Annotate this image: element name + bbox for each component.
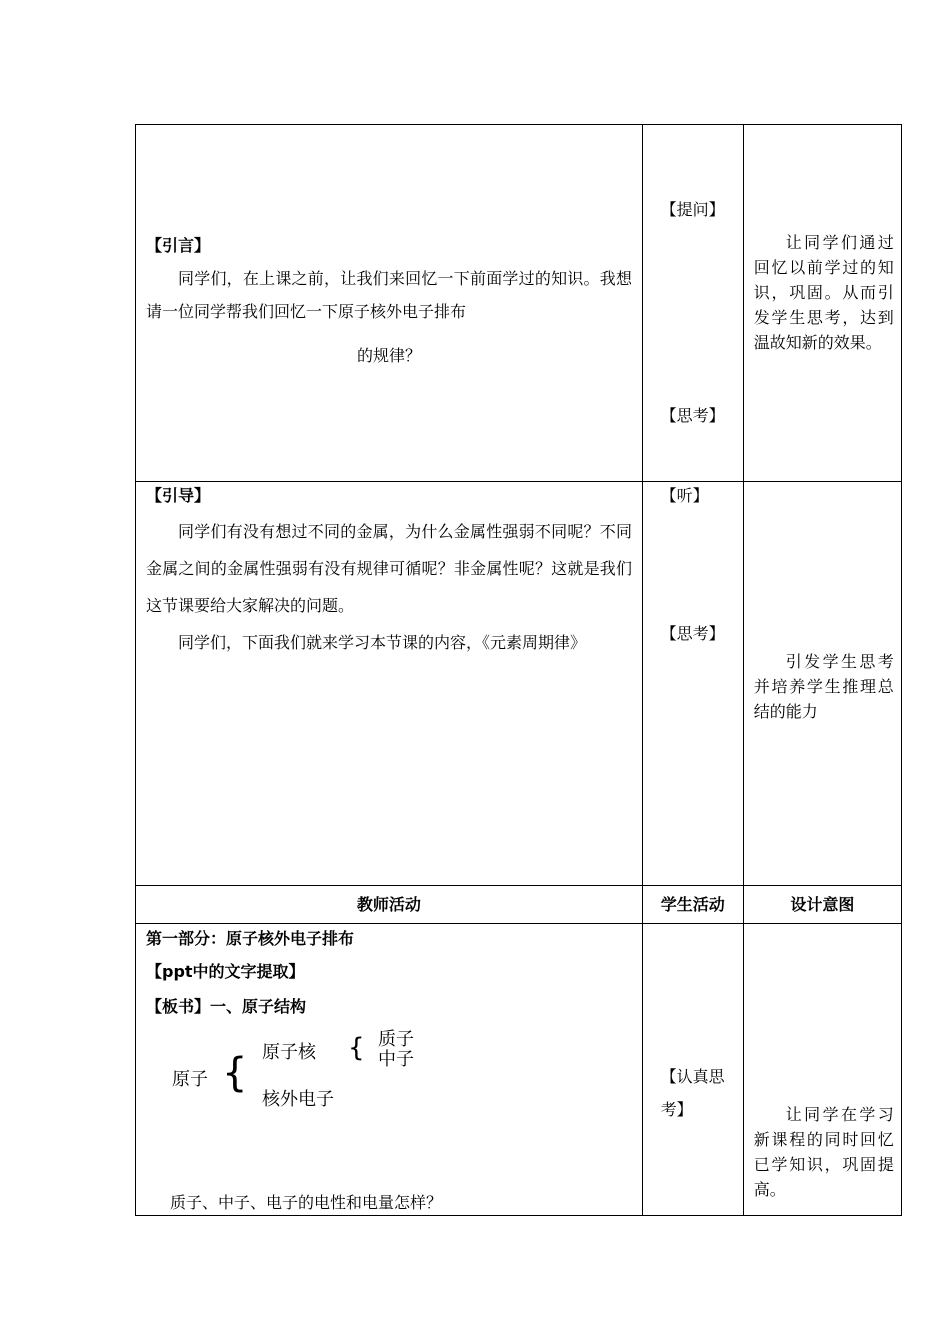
table-header-row [136, 886, 902, 924]
student-activity-cell [642, 125, 743, 482]
teacher-activity-cell [136, 125, 643, 482]
lesson-plan-table [135, 124, 902, 1216]
diagram-neutron: 中子 [378, 1049, 414, 1070]
ppt-note: 【ppt中的文字提取】 [146, 962, 305, 981]
design-intent-cell [743, 924, 901, 1216]
teacher-paragraph: 同学们，在上课之前，让我们来回忆一下前面学过的知识。我想请一位同学帮我们回忆一下原子核外电子排布 [146, 269, 632, 321]
design-intent-text: 引发学生思考并培养学生推理总结的能力 [753, 652, 894, 721]
table-row [136, 125, 902, 482]
student-activity-cell [642, 924, 743, 1216]
board-title: 一、原子结构 [210, 997, 307, 1016]
design-intent-text: 让同学们通过回忆以前学过的知识，巩固。从而引发学生思考，达到温故知新的效果。 [753, 233, 894, 352]
brace-small: { [348, 1033, 365, 1063]
diagram-nucleus: 原子核 [262, 1042, 316, 1063]
teacher-paragraph: 同学们有没有想过不同的金属，为什么金属性强弱不同呢？不同金属之间的金属性强弱有没有规律可循呢？非金属性呢？这就是我们这节课要给大家解决的问题。 [146, 522, 632, 615]
student-action: 【提问】 [660, 200, 725, 219]
question-text: 质子、中子、电子的电性和电量怎样？ [170, 1193, 443, 1212]
student-action: 【认真思考】 [660, 1067, 725, 1119]
header-teacher-activity: 教师活动 [136, 886, 643, 924]
atom-structure-diagram [172, 1029, 472, 1116]
design-intent-cell [743, 125, 901, 482]
table-row [136, 482, 902, 886]
board-line [146, 990, 306, 1023]
teacher-paragraph-end: 的规律？ [356, 346, 421, 365]
part-title: 第一部分：原子核外电子排布 [146, 929, 355, 948]
brace-large: { [222, 1050, 248, 1096]
board-label: 【板书】 [146, 997, 211, 1016]
student-action: 【思考】 [660, 406, 725, 425]
diagram-proton: 质子 [378, 1029, 414, 1050]
diagram-atom: 原子 [172, 1069, 208, 1090]
teacher-paragraph: 同学们，下面我们就来学习本节课的内容，《元素周期律》 [178, 633, 587, 652]
section-heading: 【引导】 [146, 486, 211, 505]
teacher-activity-cell [136, 482, 643, 886]
design-intent-cell [743, 482, 901, 886]
student-activity-cell [642, 482, 743, 886]
diagram-electron: 核外电子 [262, 1089, 334, 1110]
header-design-intent: 设计意图 [743, 886, 901, 924]
student-action: 【思考】 [660, 624, 725, 643]
header-student-activity: 学生活动 [642, 886, 743, 924]
table-row [136, 924, 902, 1216]
teacher-activity-cell [136, 924, 643, 1216]
design-intent-text: 让同学在学习新课程的同时回忆已学知识，巩固提高。 [753, 1105, 894, 1199]
student-action: 【听】 [660, 486, 709, 505]
section-heading: 【引言】 [146, 236, 211, 255]
